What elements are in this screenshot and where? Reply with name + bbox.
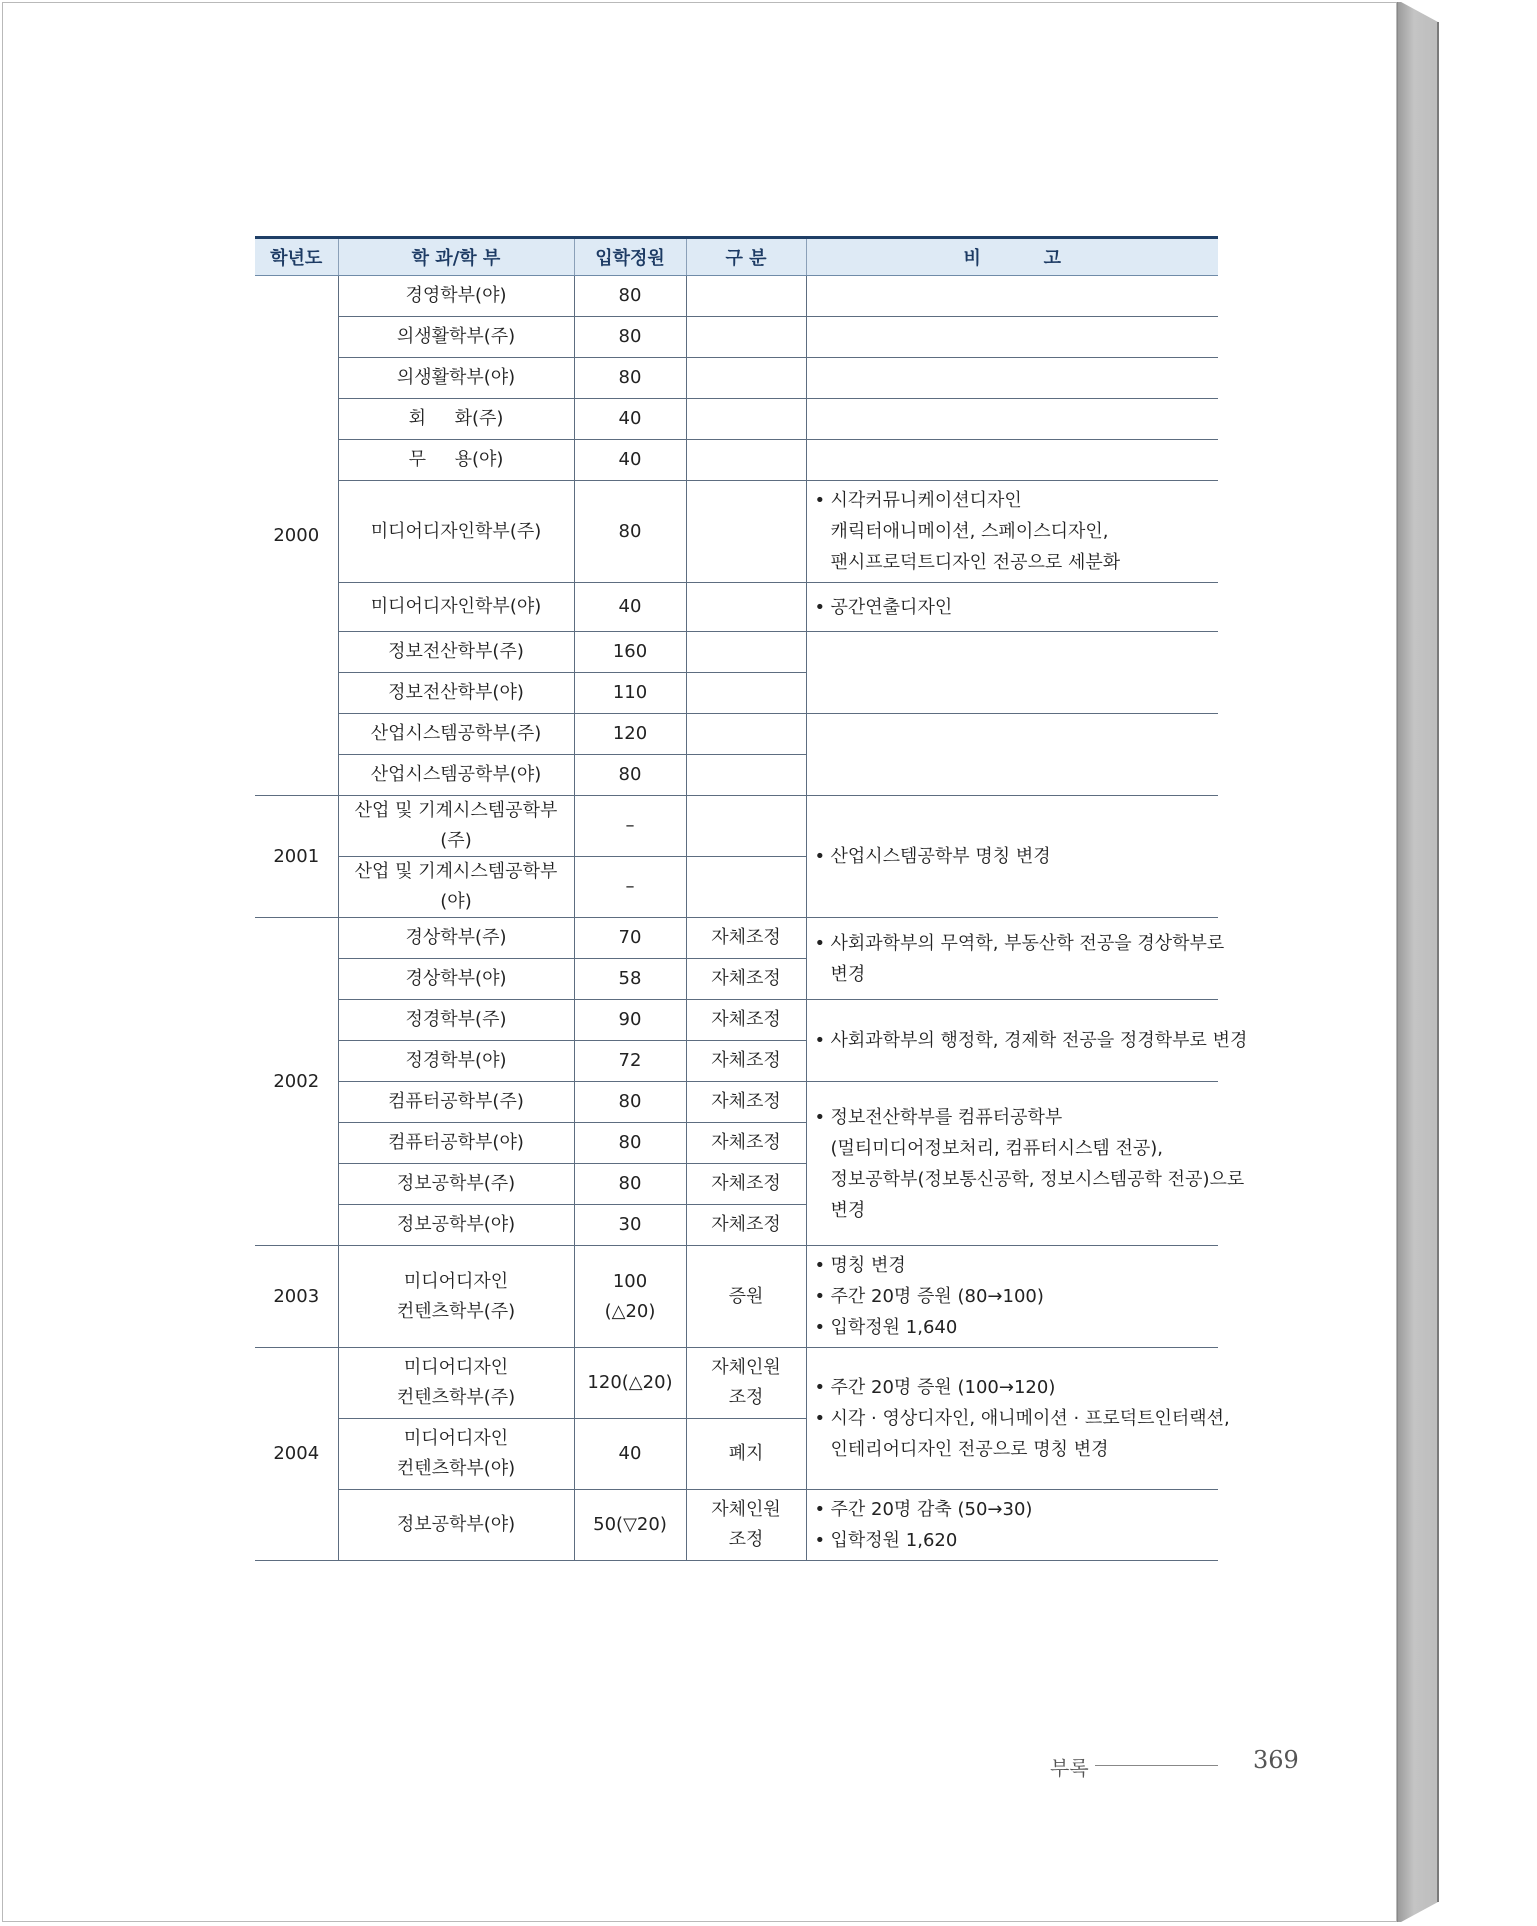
dept-cell: 산업 및 기계시스템공학부(주) xyxy=(338,796,574,857)
table-row xyxy=(255,796,1218,857)
dept-cell: 정보공학부(야) xyxy=(338,1205,574,1246)
remark-line: 변경 xyxy=(830,963,866,985)
remark-line: • 정보전산학부를 컴퓨터공학부 xyxy=(814,1106,1063,1128)
table-row xyxy=(255,440,1218,481)
type-cell: 자체조정 xyxy=(686,1205,806,1246)
dept-cell: 정보공학부(주) xyxy=(338,1164,574,1205)
year-cell: 2000 xyxy=(255,276,338,796)
remarks-cell xyxy=(806,440,1218,481)
type-cell xyxy=(686,796,806,857)
remarks-cell xyxy=(806,317,1218,358)
type-cell: 폐지 xyxy=(686,1419,806,1490)
quota-cell: 110 xyxy=(574,673,686,714)
type-cell: 자체조정 xyxy=(686,1041,806,1082)
dept-cell: 정경학부(주) xyxy=(338,1000,574,1041)
table-row xyxy=(255,358,1218,399)
table-row xyxy=(255,317,1218,358)
quota-cell: 100 (△20) xyxy=(574,1246,686,1348)
quota-cell: – xyxy=(574,857,686,918)
type-cell xyxy=(686,673,806,714)
header-year: 학년도 xyxy=(255,238,338,276)
quota-cell: 40 xyxy=(574,399,686,440)
type-cell xyxy=(686,714,806,755)
dept-cell: 정보전산학부(주) xyxy=(338,632,574,673)
dept-cell: 무 용(야) xyxy=(338,440,574,481)
remarks-cell xyxy=(806,796,1218,918)
quota-cell: 80 xyxy=(574,1082,686,1123)
remark-line: 캐릭터애니메이션, 스페이스디자인, xyxy=(830,521,1109,542)
remark-line: • 명칭 변경 xyxy=(814,1255,906,1276)
table-row xyxy=(255,481,1218,583)
type-cell: 자체조정 xyxy=(686,1123,806,1164)
dept-cell: 의생활학부(주) xyxy=(338,317,574,358)
remarks-cell xyxy=(806,1082,1245,1246)
header-remarks: 비 고 xyxy=(806,238,1218,276)
remarks-cell xyxy=(806,276,1218,317)
type-cell: 자체조정 xyxy=(686,1082,806,1123)
remarks-cell xyxy=(806,632,1218,714)
type-cell: 자체조정 xyxy=(686,1000,806,1041)
quota-cell: 80 xyxy=(574,481,686,583)
remark-line: • 주간 20명 증원 (100→120) xyxy=(814,1377,1056,1398)
type-cell: 자체인원 조정 xyxy=(686,1348,806,1419)
remarks-cell xyxy=(806,714,1218,796)
quota-cell: – xyxy=(574,796,686,857)
quota-cell: 80 xyxy=(574,358,686,399)
header-type: 구 분 xyxy=(686,238,806,276)
remark-line: • 주간 20명 증원 (80→100) xyxy=(814,1286,1044,1307)
type-cell xyxy=(686,481,806,583)
remark-line: • 산업시스템공학부 명칭 변경 xyxy=(814,846,1051,867)
dept-cell: 미디어디자인 컨텐츠학부(야) xyxy=(338,1419,574,1490)
dept-cell: 의생활학부(야) xyxy=(338,358,574,399)
remarks-cell xyxy=(806,1490,1218,1561)
remark-line: (멀티미디어정보처리, 컴퓨터시스템 전공), xyxy=(830,1137,1164,1159)
header-quota: 입학정원 xyxy=(574,238,686,276)
table-row xyxy=(255,1000,1218,1041)
remark-line: • 사회과학부의 무역학, 부동산학 전공을 경상학부로 xyxy=(814,932,1225,954)
remarks-cell xyxy=(806,399,1218,440)
quota-cell: 70 xyxy=(574,918,686,959)
type-cell xyxy=(686,317,806,358)
dept-cell: 정보공학부(야) xyxy=(338,1490,574,1561)
quota-cell: 40 xyxy=(574,583,686,632)
table-row xyxy=(255,1246,1218,1348)
dept-cell: 경상학부(야) xyxy=(338,959,574,1000)
table-row xyxy=(255,1082,1218,1123)
dept-cell: 산업 및 기계시스템공학부(야) xyxy=(338,857,574,918)
bullet: • xyxy=(814,490,826,511)
quota-cell: 80 xyxy=(574,276,686,317)
year-cell: 2003 xyxy=(255,1246,338,1348)
remark-line: • 입학정원 1,620 xyxy=(814,1530,958,1551)
remarks-cell xyxy=(806,918,1225,1000)
dept-cell: 산업시스템공학부(주) xyxy=(338,714,574,755)
dept-cell: 미디어디자인 컨텐츠학부(주) xyxy=(338,1348,574,1419)
quota-cell: 40 xyxy=(574,440,686,481)
year-cell: 2004 xyxy=(255,1348,338,1561)
quota-cell: 120 xyxy=(574,714,686,755)
dept-cell: 경상학부(주) xyxy=(338,918,574,959)
type-cell: 자체인원 조정 xyxy=(686,1490,806,1561)
quota-cell: 80 xyxy=(574,1164,686,1205)
quota-cell: 80 xyxy=(574,317,686,358)
type-cell: 자체조정 xyxy=(686,1164,806,1205)
remark-line: 정보공학부(정보통신공학, 정보시스템공학 전공)으로 xyxy=(830,1168,1245,1190)
admission-quota-table xyxy=(255,236,1248,1561)
table-row xyxy=(255,1490,1218,1561)
dept-cell: 미디어디자인학부(주) xyxy=(338,481,574,583)
remarks-cell xyxy=(806,583,1218,632)
quota-cell: 80 xyxy=(574,755,686,796)
remarks-cell xyxy=(806,1000,1248,1082)
dept-cell: 정경학부(야) xyxy=(338,1041,574,1082)
page-stack-edge xyxy=(1397,2,1438,1922)
quota-cell: 120(△20) xyxy=(574,1348,686,1419)
dept-cell: 컴퓨터공학부(주) xyxy=(338,1082,574,1123)
type-cell xyxy=(686,755,806,796)
type-cell xyxy=(686,399,806,440)
remark-line: • 시각커뮤니케이션디자인 xyxy=(815,485,1211,516)
table-row xyxy=(255,632,1218,673)
table-row xyxy=(255,714,1218,755)
quota-cell: 80 xyxy=(574,1123,686,1164)
quota-cell: 58 xyxy=(574,959,686,1000)
remark-line: • 사회과학부의 행정학, 경제학 전공을 정경학부로 변경 xyxy=(814,1030,1248,1051)
dept-cell: 경영학부(야) xyxy=(338,276,574,317)
table-row xyxy=(255,1348,1218,1419)
remark-line: • 주간 20명 감축 (50→30) xyxy=(814,1499,1033,1520)
page-number: 369 xyxy=(1253,1746,1299,1774)
year-cell: 2002 xyxy=(255,918,338,1246)
remarks-cell xyxy=(806,481,1218,583)
remark-line: • 입학정원 1,640 xyxy=(814,1317,958,1338)
quota-cell: 30 xyxy=(574,1205,686,1246)
header-department: 학 과/학 부 xyxy=(338,238,574,276)
dept-cell: 미디어디자인학부(야) xyxy=(338,583,574,632)
quota-cell: 90 xyxy=(574,1000,686,1041)
quota-cell: 40 xyxy=(574,1419,686,1490)
dept-cell: 정보전산학부(야) xyxy=(338,673,574,714)
table-row xyxy=(255,276,1218,317)
table-row xyxy=(255,583,1218,632)
remark-line: • 시각 · 영상디자인, 애니메이션 · 프로덕트인터랙션, xyxy=(814,1408,1230,1429)
year-cell: 2001 xyxy=(255,796,338,918)
table-row xyxy=(255,918,1218,959)
type-cell xyxy=(686,583,806,632)
type-cell xyxy=(686,632,806,673)
type-cell xyxy=(686,440,806,481)
remarks-cell xyxy=(806,1246,1218,1348)
remarks-cell xyxy=(806,358,1218,399)
dept-cell: 회 화(주) xyxy=(338,399,574,440)
footer-rule xyxy=(1095,1765,1218,1766)
dept-cell: 미디어디자인 컨텐츠학부(주) xyxy=(338,1246,574,1348)
dept-cell: 산업시스템공학부(야) xyxy=(338,755,574,796)
remark-line: 인테리어디자인 전공으로 명칭 변경 xyxy=(830,1439,1109,1460)
quota-cell: 160 xyxy=(574,632,686,673)
type-cell xyxy=(686,276,806,317)
quota-cell: 50(▽20) xyxy=(574,1490,686,1561)
remarks-cell xyxy=(806,1348,1230,1490)
table-row xyxy=(255,399,1218,440)
type-cell: 자체조정 xyxy=(686,918,806,959)
remark-line: • 공간연출디자인 xyxy=(814,596,953,618)
type-cell xyxy=(686,358,806,399)
footer-section-label: 부록 xyxy=(1050,1756,1089,1780)
type-cell xyxy=(686,857,806,918)
quota-cell: 72 xyxy=(574,1041,686,1082)
type-cell: 증원 xyxy=(686,1246,806,1348)
dept-cell: 컴퓨터공학부(야) xyxy=(338,1123,574,1164)
type-cell: 자체조정 xyxy=(686,959,806,1000)
page-stack-shadow xyxy=(1437,22,1439,1902)
table-header-row xyxy=(255,238,1218,276)
remark-line: 변경 xyxy=(830,1199,866,1221)
remark-line: 팬시프로덕트디자인 전공으로 세분화 xyxy=(830,552,1121,573)
